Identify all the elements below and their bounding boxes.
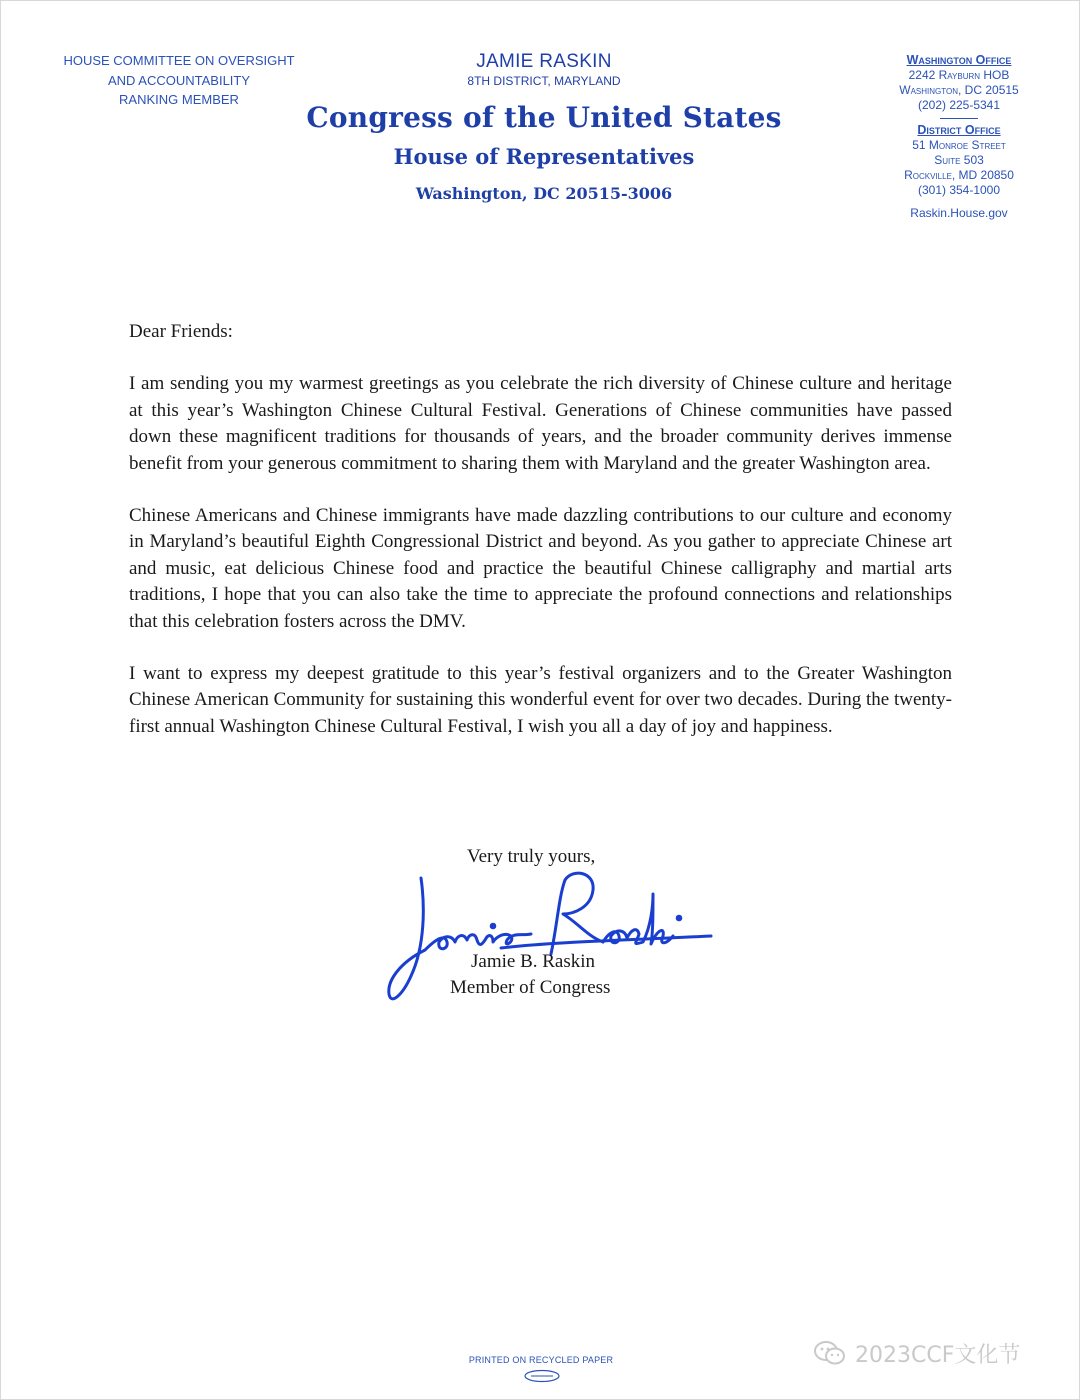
signer-title: Member of Congress (450, 977, 611, 998)
signer-name: Jamie B. Raskin (471, 951, 596, 972)
washington-office-heading: Washington Office (906, 53, 1012, 67)
member-district: 8TH DISTRICT, MARYLAND (467, 74, 621, 88)
watermark-text: 2023CCF文化节 (855, 1342, 1021, 1368)
paragraph-1: I am sending you my warmest greetings as you celebrate the rich diversity of Chinese culture and heritage at this year’s Washington Chinese Cultural Festival. Generations of Chinese communities have passed down these magnificent traditions for thousands of years, and the broader community derives immense benefit from your generous commitment to sharing them with Maryland and the greater Washington area. (129, 373, 952, 474)
letter-body (129, 319, 952, 766)
recycled-seal-icon (523, 1369, 561, 1383)
recycled-paper-note: PRINTED ON RECYCLED PAPER (468, 1355, 614, 1365)
district-office-line-1: 51 Monroe Street (912, 138, 1006, 152)
committee-line-1: HOUSE COMMITTEE ON OVERSIGHT (63, 53, 295, 68)
wechat-icon (813, 1339, 847, 1367)
district-office-phone: (301) 354-1000 (917, 183, 1001, 197)
city-zip: Washington, DC 20515-3006 (415, 184, 673, 203)
member-name: JAMIE RASKIN (476, 51, 612, 72)
paragraph-2: Chinese Americans and Chinese immigrants have made dazzling contributions to our culture and economy in Maryland’s beautiful Eighth Congressional District and beyond. As you gather to appreciate Chinese art and music, eat delicious Chinese food and practice the beautiful Chinese calligraphy and martial arts traditions, I hope that you can also take the time to appreciate the profound connections and relationships that this celebration fosters across the DMV. (129, 505, 952, 632)
office-divider (940, 118, 978, 119)
office-addresses (881, 53, 1037, 221)
washington-office-line-2: Washington, DC 20515 (899, 83, 1019, 97)
washington-office-line-1: 2242 Rayburn HOB (908, 68, 1010, 82)
committee-line-2: AND ACCOUNTABILITY (107, 72, 251, 88)
wechat-watermark (813, 1337, 1020, 1369)
district-office-line-2: Suite 503 (934, 153, 984, 167)
salutation: Dear Friends: (129, 321, 233, 342)
congress-title: Congress of the United States (306, 101, 782, 134)
house-title: House of Representatives (393, 144, 695, 169)
paragraph-3: I want to express my deepest gratitude to this year’s festival organizers and to the Greater Washington Chinese American Community for sustaining this wonderful event for over two decades. During the twenty-first annual Washington Chinese Cultural Festival, I wish you all a day of joy and happiness. (129, 663, 952, 737)
website: Raskin.House.gov (910, 206, 1008, 220)
committee-line-3: RANKING MEMBER (119, 92, 239, 107)
committee-block (49, 51, 309, 110)
closing: Very truly yours, (467, 846, 596, 867)
district-office-line-3: Rockville, MD 20850 (904, 168, 1014, 182)
district-office-heading: District Office (917, 123, 1001, 137)
washington-office-phone: (202) 225-5341 (917, 98, 1001, 112)
